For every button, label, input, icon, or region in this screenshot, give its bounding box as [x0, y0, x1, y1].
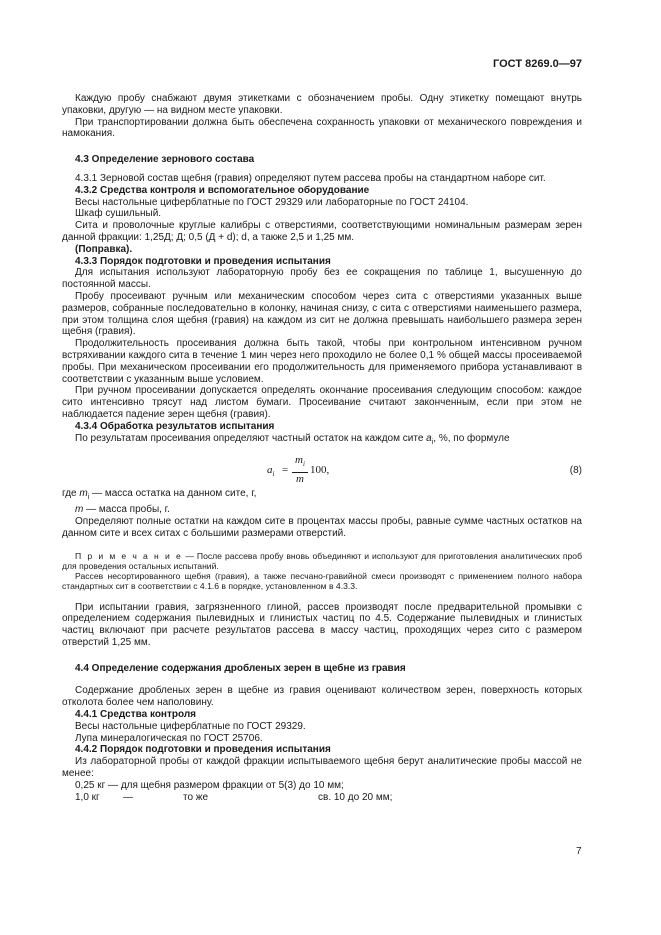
- page-number: 7: [576, 846, 582, 857]
- standard-code: ГОСТ 8269.0—97: [493, 58, 582, 70]
- paragraph: Продолжительность просеивания должна быть такой, чтобы при контрольном интенсивном ручном встряхивании каждого сита в течение 1 мин через него проходило не более 0,1 % общей массы просеиваемой пробы. При механическом просеивании его продолжительность для применяемого прибора устанавливают в соответствии с указанным выше условием.: [62, 338, 582, 385]
- paragraph: По результатам просеивания определяют частный остаток на каждом сите $a_i$, %, по формуле: [75, 432, 510, 446]
- list-item: 0,25 кг — для щебня размером фракции от 5(3) до 10 мм;: [75, 779, 344, 791]
- paragraph: При испытании гравия, загрязненного глиной, рассев производят после предварительной промывки с определением содержания пылевидных и глинистых частиц по 4.5. Содержание пылевидных и глинистых частиц включают при расчете результатов рассева в массу частиц, проходящих через сито с размером отверстий 1,25 мм.: [62, 601, 582, 648]
- subsection-heading: 4.3.2 Средства контроля и вспомогательное оборудование: [75, 184, 370, 196]
- paragraph: Для испытания используют лабораторную пробу без ее сокращения по таблице 1, высушенную до постоянной массы.: [62, 267, 582, 291]
- subsection-heading: 4.3.3 Порядок подготовки и проведения испытания: [75, 255, 331, 267]
- paragraph: Содержание дробленых зерен в щебне из гравия оценивают количеством зерен, поверхность которых отколота более чем наполовину.: [62, 685, 582, 709]
- formula-fraction: $\frac{m_i}{m}$: [292, 454, 308, 485]
- paragraph: Пробу просеивают ручным или механическим способом через сита с отверстиями указанных выше размеров, собранные последовательно в колонку, начиная снизу, с сита с отверстиями наименьшего размера, при этом толщина слоя щебня (гравия) на каждом из сит не должна превышать наибольшего размера зерен щебня (гравия).: [62, 290, 582, 338]
- note: Рассев несортированного щебня (гравия), а также песчано-гравийной смеси производят с применением полного набора стандартных сит в соответствии с 4.1.6 в порядке, установленном в 4.3.3.: [62, 570, 582, 591]
- formula-legend: m — масса пробы, г.: [75, 504, 170, 516]
- section-heading: 4.3 Определение зернового состава: [75, 154, 255, 166]
- paragraph: 4.3.1 Зерновой состав щебня (гравия) определяют путем рассева пробы на стандартном наборе сит.: [75, 172, 546, 184]
- paragraph: Весы настольные циферблатные по ГОСТ 29329 или лабораторные по ГОСТ 24104.: [75, 196, 469, 208]
- formula-8: [62, 454, 582, 488]
- formula-equals: =: [282, 464, 289, 477]
- formula-multiplier: 100,: [310, 464, 330, 477]
- paragraph: Весы настольные циферблатные по ГОСТ 29329.: [75, 720, 306, 732]
- correction-note: (Поправка).: [75, 243, 133, 255]
- list-item: 1,0 кг — то же св. 10 до 20 мм;: [75, 791, 393, 803]
- paragraph: При ручном просеивании допускается определять окончание просеивания следующим способом: каждое сито интенсивно трясут над листом бумаги. Просеивание считают законченным, если при этом не наблюдается падение зерен щебня (гравия).: [62, 385, 582, 420]
- note: П р и м е ч а н и е — После рассева пробу вновь объединяют и используют для приготовления аналитических проб для проведения остальных испытаний.: [62, 550, 582, 571]
- formula-number: (8): [569, 465, 582, 477]
- formula-legend: где $m_i$ — масса остатка на данном сите, г,: [62, 488, 257, 502]
- paragraph: Каждую пробу снабжают двумя этикетками с обозначением пробы. Одну этикетку помещают внутрь упаковки, другую — на видном месте упаковки.: [62, 93, 582, 116]
- subsection-heading: 4.3.4 Обработка результатов испытания: [75, 420, 275, 432]
- document-body: [62, 93, 582, 803]
- paragraph: Шкаф сушильный.: [75, 208, 162, 220]
- paragraph: Сита и проволочные круглые калибры с отверстиями, соответствующими номинальным размерам зерен данной фракции: 1,25Д; Д; 0,5 (Д + d); d, а также 2,5 и 1,25 мм.: [62, 220, 582, 243]
- paragraph: Определяют полные остатки на каждом сите в процентах массы пробы, равные сумме частных остатков на данном сите и всех ситах с большими размерами отверстий.: [62, 515, 582, 539]
- section-heading: 4.4 Определение содержания дробленых зерен в щебне из гравия: [75, 662, 406, 674]
- paragraph: При транспортировании должна быть обеспечена сохранность упаковки от механического повреждения и намокания.: [62, 116, 582, 140]
- subsection-heading: 4.4.2 Порядок подготовки и проведения испытания: [75, 744, 331, 756]
- paragraph: Лупа минералогическая по ГОСТ 25706.: [75, 732, 263, 744]
- subsection-heading: 4.4.1 Средства контроля: [75, 709, 197, 721]
- formula-lhs: $a_i$: [267, 464, 275, 479]
- paragraph: Из лабораторной пробы от каждой фракции испытываемого щебня берут аналитические пробы массой не менее:: [62, 756, 582, 780]
